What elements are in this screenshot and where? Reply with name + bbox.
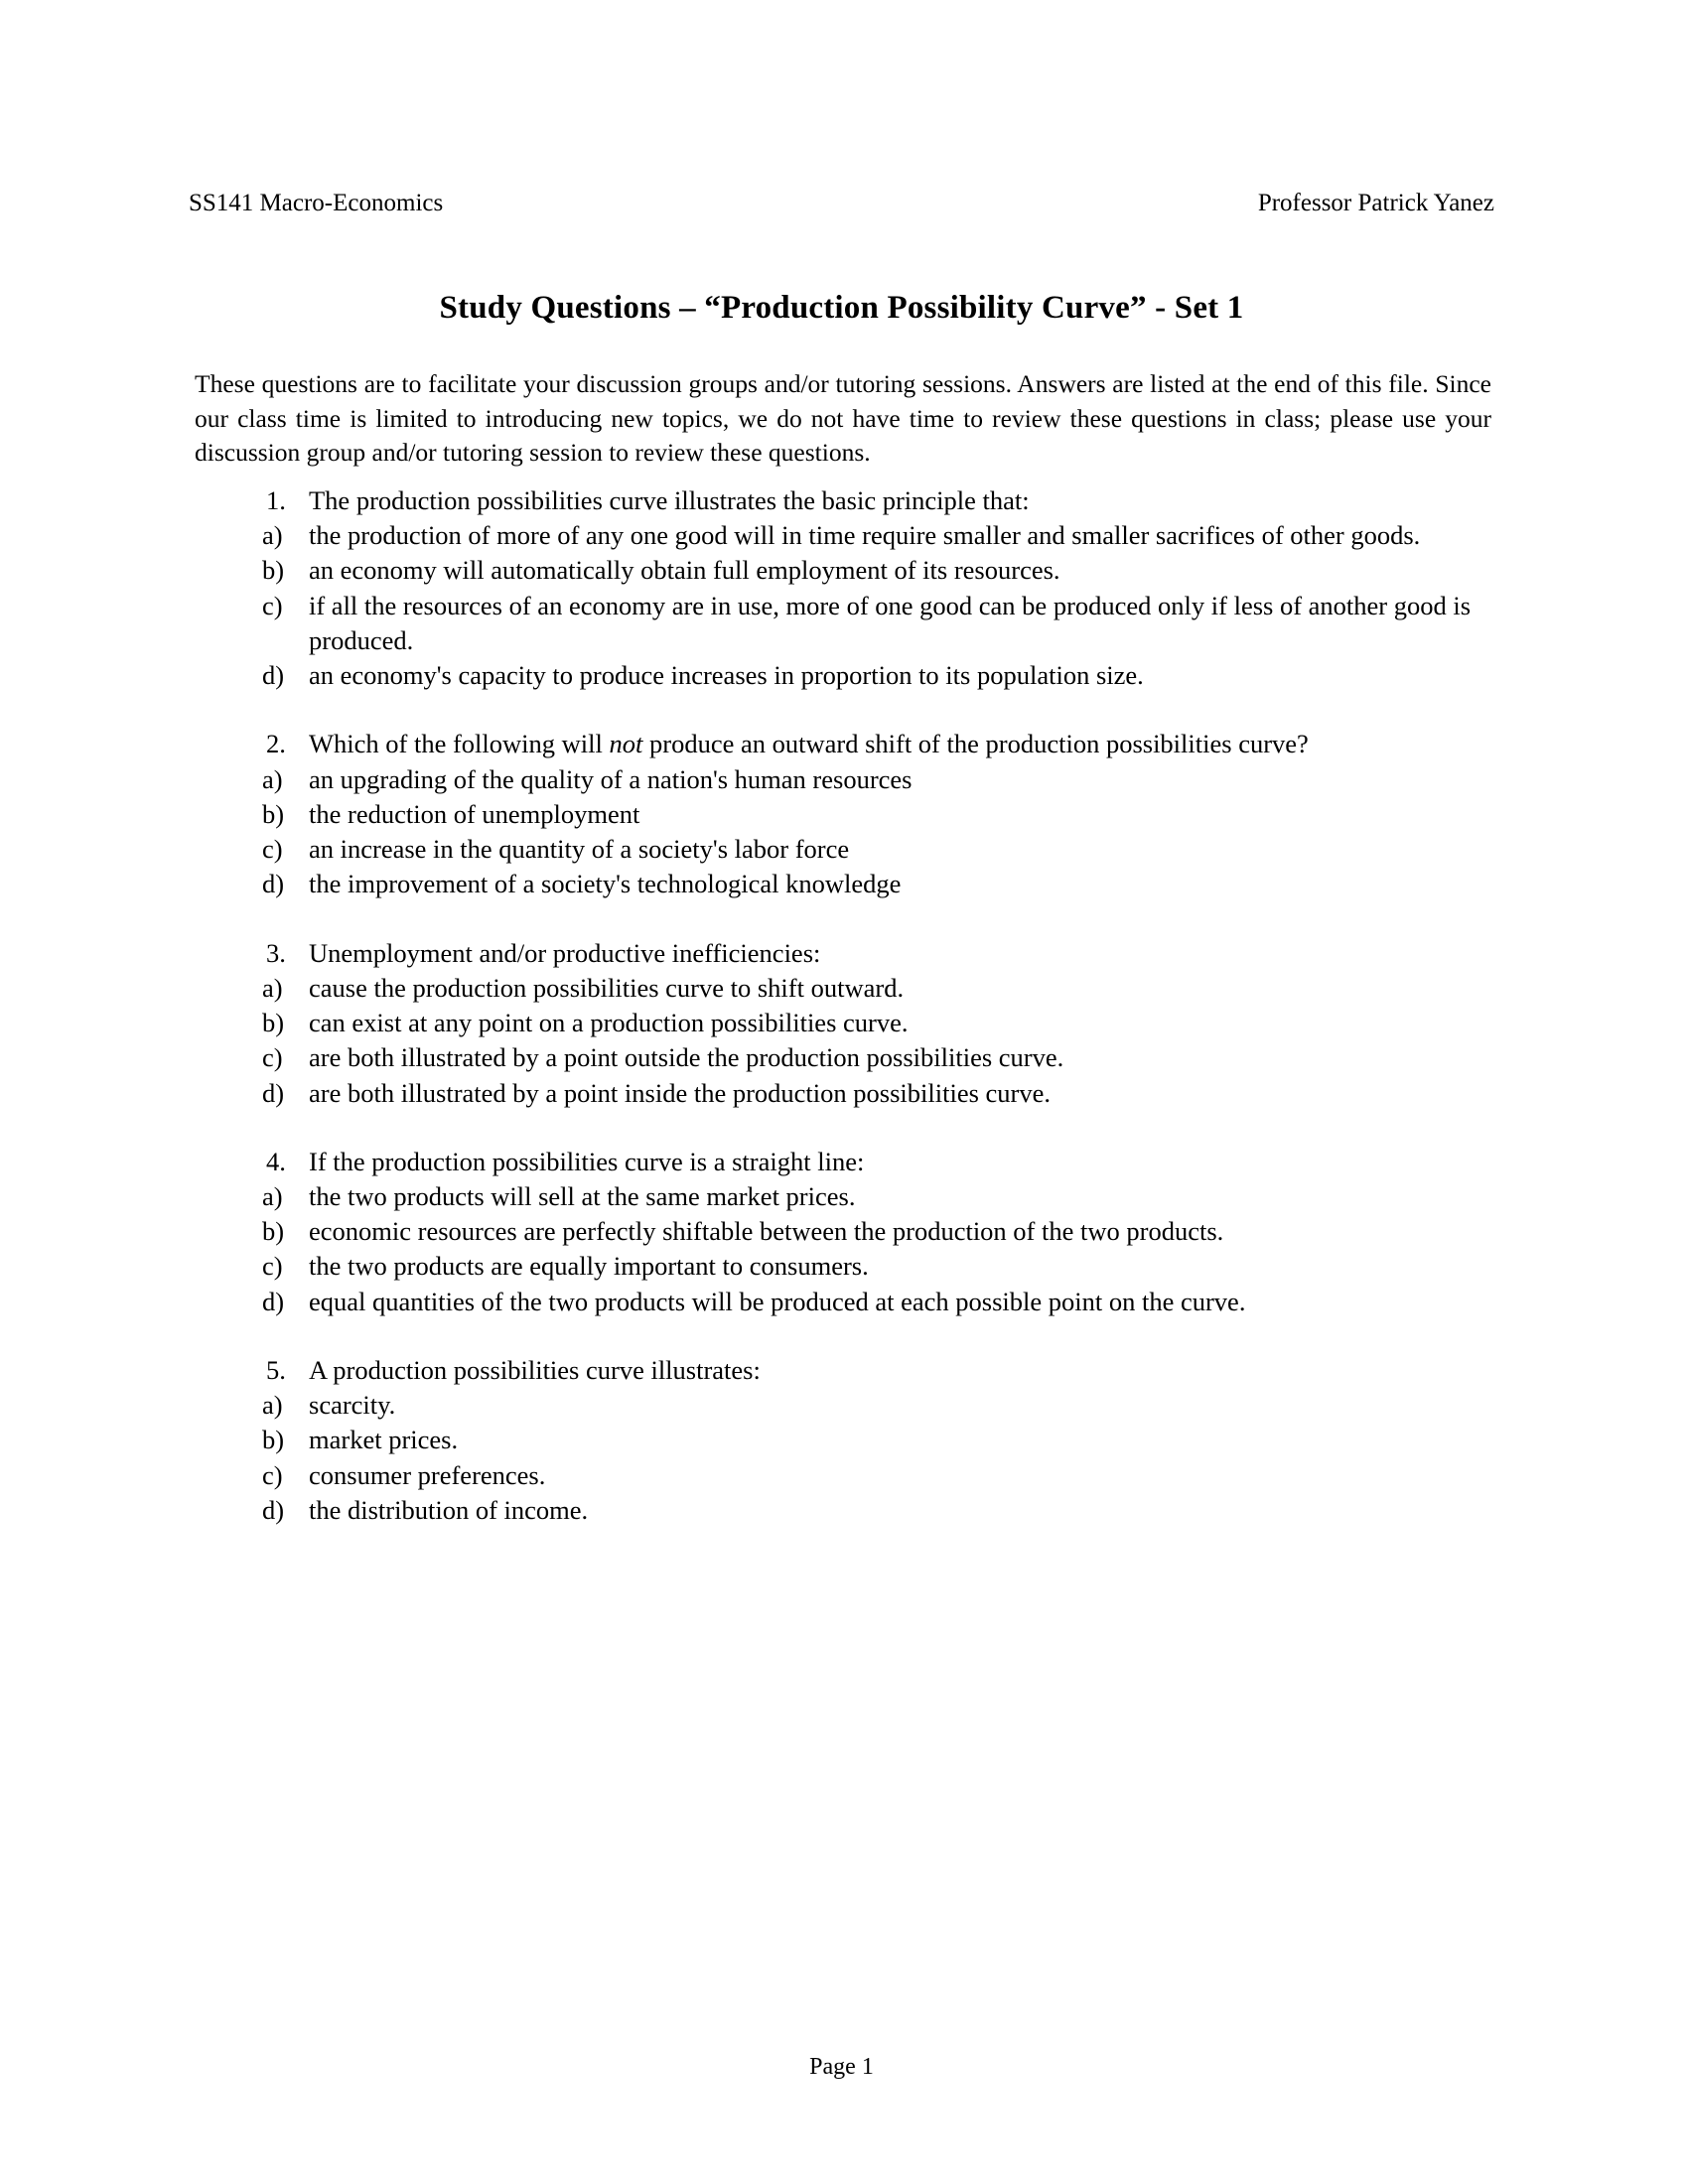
question-stem: [195, 483, 1491, 518]
answer-option[interactable]: [195, 1076, 1491, 1111]
question-number: 4.: [266, 1146, 286, 1176]
option-text: the two products are equally important to consumers.: [309, 1251, 869, 1282]
question-stem: [195, 936, 1491, 971]
option-text: equal quantities of the two products will be produced at each possible point on the curve.: [309, 1286, 1246, 1316]
option-text: economic resources are perfectly shiftable between the production of the two products.: [309, 1216, 1224, 1247]
option-marker: c): [262, 1459, 283, 1490]
option-text: consumer preferences.: [309, 1459, 546, 1490]
option-text: the two products will sell at the same market prices.: [309, 1180, 856, 1211]
option-marker: d): [262, 869, 285, 899]
option-marker: a): [262, 1180, 283, 1211]
option-text: market prices.: [309, 1425, 459, 1455]
answer-option[interactable]: [195, 589, 1491, 658]
option-marker: a): [262, 1390, 283, 1421]
option-text: an upgrading of the quality of a nation's human resources: [309, 763, 913, 794]
emphasis-not: not: [609, 729, 643, 759]
question-text: Which of the following will not produce an outward shift of the production possibilities curve?: [309, 729, 1309, 759]
answer-option[interactable]: [195, 867, 1491, 901]
question-number: 1.: [266, 485, 286, 515]
question-stem: [195, 1353, 1491, 1388]
option-marker: b): [262, 1425, 285, 1455]
question-text: The production possibilities curve illustrates the basic principle that:: [309, 485, 1030, 515]
option-marker: d): [262, 1494, 285, 1525]
option-marker: d): [262, 1286, 285, 1316]
page-footer: [189, 2053, 1494, 2082]
intro-paragraph: These questions are to facilitate your discussion groups and/or tutoring sessions. Answers are listed at the end of this file. Since our class time is limited to introducing new topics, we do not have time to review these questions in class; please use your discussion group and/or tutoring session to review these questions.: [195, 369, 1491, 468]
option-marker: d): [262, 1077, 285, 1108]
option-text: cause the production possibilities curve to shift outward.: [309, 972, 905, 1003]
question-stem: [195, 727, 1491, 761]
option-text: scarcity.: [309, 1390, 396, 1421]
answer-option[interactable]: [195, 518, 1491, 553]
option-marker: b): [262, 1216, 285, 1247]
question-block: [195, 936, 1491, 1111]
answer-option[interactable]: [195, 658, 1491, 693]
page-title: Study Questions – “Production Possibility Curve” - Set 1: [439, 290, 1244, 326]
answer-option[interactable]: [195, 762, 1491, 797]
option-marker: c): [262, 834, 283, 865]
option-text: the reduction of unemployment: [309, 798, 640, 829]
option-marker: a): [262, 520, 283, 551]
question-block: [195, 1145, 1491, 1319]
answer-option[interactable]: [195, 1040, 1491, 1075]
option-marker: a): [262, 972, 283, 1003]
option-marker: c): [262, 1251, 283, 1282]
question-list: [195, 483, 1491, 1528]
answer-option[interactable]: [195, 553, 1491, 588]
question-text: If the production possibilities curve is a straight line:: [309, 1146, 865, 1176]
answer-option[interactable]: [195, 1214, 1491, 1249]
question-text: A production possibilities curve illustrates:: [309, 1354, 761, 1385]
page-number: Page 1: [809, 2054, 874, 2080]
option-marker: a): [262, 763, 283, 794]
option-text: the distribution of income.: [309, 1494, 589, 1525]
question-number: 2.: [266, 729, 286, 759]
option-marker: b): [262, 798, 285, 829]
answer-option[interactable]: [195, 832, 1491, 867]
option-text: an increase in the quantity of a society's labor force: [309, 834, 850, 865]
course-name: SS141 Macro-Economics: [189, 190, 444, 216]
answer-option[interactable]: [195, 1458, 1491, 1493]
answer-option[interactable]: [195, 1493, 1491, 1528]
answer-option[interactable]: [195, 1006, 1491, 1040]
option-text: can exist at any point on a production possibilities curve.: [309, 1008, 909, 1038]
question-number: 3.: [266, 937, 286, 968]
option-text: the improvement of a society's technological knowledge: [309, 869, 902, 899]
question-stem: [195, 1145, 1491, 1179]
option-text: an economy's capacity to produce increases in proportion to its population size.: [309, 660, 1144, 691]
answer-option[interactable]: [195, 1249, 1491, 1284]
answer-option[interactable]: [195, 797, 1491, 832]
option-text: are both illustrated by a point outside the production possibilities curve.: [309, 1042, 1064, 1073]
answer-option[interactable]: [195, 971, 1491, 1006]
question-block: [195, 1353, 1491, 1528]
question-number: 5.: [266, 1354, 286, 1385]
option-marker: c): [262, 1042, 283, 1073]
instructor-name: Professor Patrick Yanez: [1257, 190, 1494, 216]
option-text: the production of more of any one good will in time require smaller and smaller sacrifices of other goods.: [309, 520, 1421, 551]
question-block: [195, 483, 1491, 693]
option-text: an economy will automatically obtain full employment of its resources.: [309, 555, 1060, 586]
option-text: if all the resources of an economy are in use, more of one good can be produced only if less of another good is produced.: [309, 590, 1472, 655]
question-text: Unemployment and/or productive inefficiencies:: [309, 937, 821, 968]
question-block: [195, 727, 1491, 901]
answer-option[interactable]: [195, 1423, 1491, 1457]
option-text: are both illustrated by a point inside the production possibilities curve.: [309, 1077, 1052, 1108]
answer-option[interactable]: [195, 1388, 1491, 1423]
answer-option[interactable]: [195, 1179, 1491, 1214]
option-marker: d): [262, 660, 285, 691]
option-marker: c): [262, 590, 283, 620]
running-header: [189, 189, 1494, 218]
answer-option[interactable]: [195, 1285, 1491, 1319]
option-marker: b): [262, 1008, 285, 1038]
option-marker: b): [262, 555, 285, 586]
